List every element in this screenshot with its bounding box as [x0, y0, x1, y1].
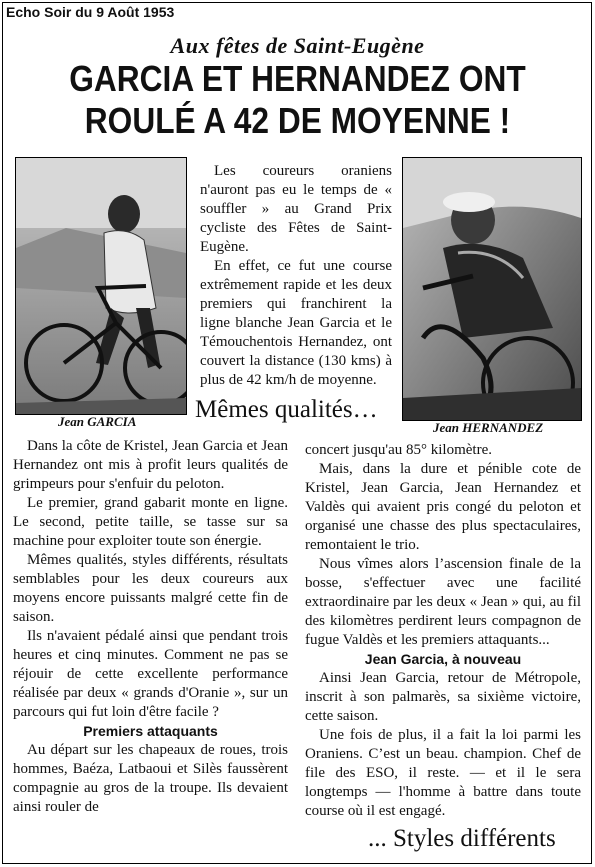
paragraph-continuation: concert jusqu'au 85° kilomètre.	[305, 442, 492, 458]
headline-line-2: ROULÉ A 42 DE MOYENNE !	[84, 100, 511, 141]
paragraph: Ils n'avaient pédalé ainsi que pendant trois heures et cinq minutes. Comment ne pas se réjouir de cette excellente performance réalisée par deux « grands d'Oranie », sur un parcours qui fut loin d'être facile ?	[13, 628, 288, 720]
intro-text	[200, 162, 392, 390]
source-line: Echo Soir du 9 Août 1953	[6, 4, 175, 20]
kicker: Aux fêtes de Saint-Eugène	[170, 33, 425, 58]
headline-line-1: GARCIA ET HERNANDEZ ONT	[69, 58, 526, 99]
paragraph: Le premier, grand gabarit monte en ligne. Le second, petite taille, se tasse sur sa machine pour exploiter toute son énergie.	[13, 495, 288, 549]
paragraph: Au départ sur les chapeaux de roues, trois hommes, Baéza, Latbaoui et Silès faussèrent compagnie au gros de la troupe. Ils devaient ainsi rouler de	[13, 742, 288, 815]
caption-jean-garcia: Jean GARCIA	[58, 414, 137, 429]
subheading-jean-garcia-a-nouveau: Jean Garcia, à nouveau	[364, 651, 522, 667]
section-heading-memes-qualites: Mêmes qualités…	[195, 396, 378, 423]
subheading-premiers-attaquants: Premiers attaquants	[83, 723, 218, 739]
headline	[36, 58, 560, 142]
paragraph: Nous vîmes alors l’ascension finale de la bosse, s'effectuer avec une facilité extraordinaire par les deux « Jean » qui, au fil des kilomètres perdirent leurs compagnon de fugue Valdès et les premiers attaquants...	[305, 556, 581, 648]
caption-jean-hernandez: Jean HERNANDEZ	[433, 420, 544, 435]
intro-paragraph: En effet, ce fut une course extrêmement rapide et les deux premiers qui franchirent la ligne blanche Jean Garcia et le Témouchentois Hernandez, ont couvert la distance (130 kms) à plus de 42 km/h de moyenne.	[200, 258, 392, 388]
intro-paragraph: Les coureurs oraniens n'auront pas eu le temps de « souffler » au Grand Prix cycliste des Fêtes de Saint-Eugène.	[200, 163, 392, 255]
closing-heading-styles-differents: ... Styles différents	[368, 825, 556, 852]
paragraph: Ainsi Jean Garcia, retour de Métropole, inscrit à son palmarès, sa sixième victoire, cette saison.	[305, 670, 581, 724]
left-column	[13, 437, 288, 817]
photo-jean-hernandez	[402, 157, 582, 421]
paragraph: Mêmes qualités, styles différents, résultats semblables pour les deux coureurs aux moyens encore puissants malgré cette fin de saison.	[13, 552, 288, 625]
paragraph: Mais, dans la dure et pénible cote de Kristel, Jean Garcia, Jean Hernandez et Valdès qui avaient pris congé du peloton et organisé une chasse des plus spectaculaires, remontaient le trio.	[305, 461, 581, 553]
right-column	[305, 441, 581, 821]
paragraph: Une fois de plus, il a fait la loi parmi les Oraniens. C’est un beau. champion. Chef de file des ESO, il reste. — et il le sera longtemps — l'homme à battre dans toute course où il est engagé.	[305, 727, 581, 819]
photo-jean-garcia	[15, 157, 187, 415]
paragraph: Dans la côte de Kristel, Jean Garcia et Jean Hernandez ont mis à profit leurs qualités de grimpeurs pour s'enfuir du peloton.	[13, 438, 288, 492]
